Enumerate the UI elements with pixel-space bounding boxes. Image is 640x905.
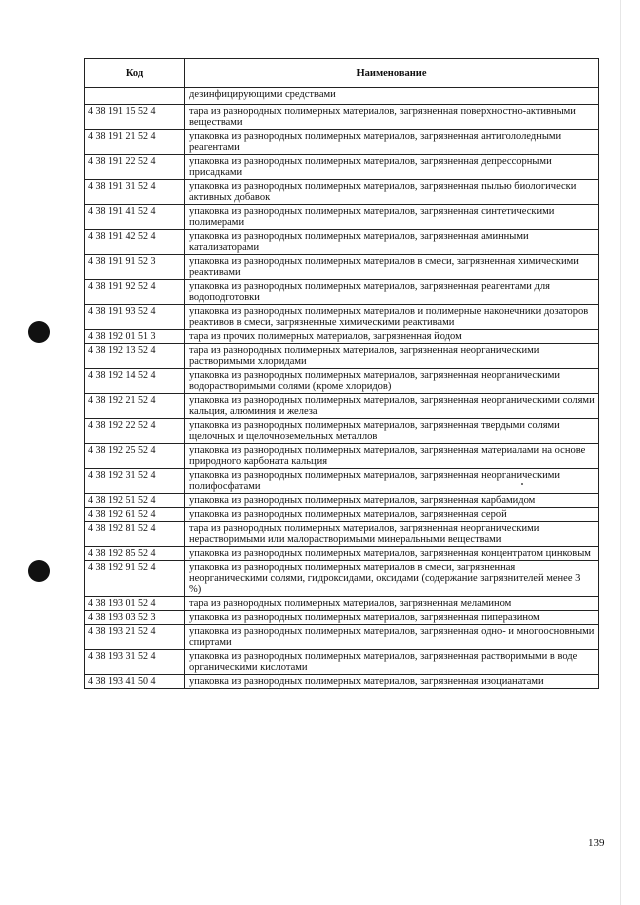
table-row <box>85 255 599 280</box>
name-cell: упаковка из разнородных полимерных материалов, загрязненная изоцианатами <box>185 675 599 689</box>
table-row <box>85 280 599 305</box>
code-cell: 4 38 191 21 52 4 <box>85 130 185 155</box>
code-cell: 4 38 192 51 52 4 <box>85 494 185 508</box>
code-cell: 4 38 191 31 52 4 <box>85 180 185 205</box>
table-row <box>85 650 599 675</box>
table-row <box>85 230 599 255</box>
name-cell: упаковка из разнородных полимерных материалов, загрязненная твердыми солями щелочных и щелочноземельных металлов <box>185 419 599 444</box>
code-cell: 4 38 192 81 52 4 <box>85 522 185 547</box>
name-cell: упаковка из разнородных полимерных материалов, загрязненная одно- и многоосновными спиртами <box>185 625 599 650</box>
name-cell: дезинфицирующими средствами <box>185 88 599 105</box>
code-cell: 4 38 193 01 52 4 <box>85 597 185 611</box>
punch-hole <box>28 560 50 582</box>
table-row <box>85 561 599 597</box>
table-row <box>85 597 599 611</box>
code-cell: 4 38 191 92 52 4 <box>85 280 185 305</box>
table-row <box>85 444 599 469</box>
code-cell: 4 38 191 93 52 4 <box>85 305 185 330</box>
table-row <box>85 205 599 230</box>
table-row <box>85 180 599 205</box>
code-cell: 4 38 192 31 52 4 <box>85 469 185 494</box>
table-row-continuation <box>85 88 599 105</box>
name-cell: упаковка из разнородных полимерных материалов, загрязненная концентратом цинковым <box>185 547 599 561</box>
code-cell: 4 38 193 31 52 4 <box>85 650 185 675</box>
name-cell: тара из прочих полимерных материалов, загрязненная йодом <box>185 330 599 344</box>
table-row <box>85 369 599 394</box>
name-cell: тара из разнородных полимерных материалов, загрязненная поверхностно-активными веществами <box>185 105 599 130</box>
code-cell: 4 38 191 91 52 3 <box>85 255 185 280</box>
name-cell: упаковка из разнородных полимерных материалов, загрязненная аминными катализаторами <box>185 230 599 255</box>
name-cell: тара из разнородных полимерных материалов, загрязненная неорганическими растворимыми хлоридами <box>185 344 599 369</box>
code-cell: 4 38 192 25 52 4 <box>85 444 185 469</box>
name-cell: тара из разнородных полимерных материалов, загрязненная неорганическими нерастворимыми или малорастворимыми минеральными веществами <box>185 522 599 547</box>
code-cell: 4 38 191 22 52 4 <box>85 155 185 180</box>
table-row <box>85 675 599 689</box>
table-row <box>85 394 599 419</box>
code-cell: 4 38 192 21 52 4 <box>85 394 185 419</box>
code-cell: 4 38 191 41 52 4 <box>85 205 185 230</box>
table-row <box>85 105 599 130</box>
table-row <box>85 344 599 369</box>
name-cell: упаковка из разнородных полимерных материалов, загрязненная неорганическими солями кальция, алюминия и железа <box>185 394 599 419</box>
name-cell: упаковка из разнородных полимерных материалов, загрязненная материалами на основе природного карбоната кальция <box>185 444 599 469</box>
code-cell: 4 38 192 61 52 4 <box>85 508 185 522</box>
waste-code-table <box>84 58 599 689</box>
table-row <box>85 419 599 444</box>
table-row <box>85 611 599 625</box>
code-cell: 4 38 192 91 52 4 <box>85 561 185 597</box>
code-cell: 4 38 192 14 52 4 <box>85 369 185 394</box>
table-row <box>85 469 599 494</box>
code-cell: 4 38 191 15 52 4 <box>85 105 185 130</box>
code-cell: 4 38 193 21 52 4 <box>85 625 185 650</box>
table-row <box>85 625 599 650</box>
name-cell: тара из разнородных полимерных материалов, загрязненная меламином <box>185 597 599 611</box>
code-cell: 4 38 192 01 51 3 <box>85 330 185 344</box>
punch-hole <box>28 321 50 343</box>
name-cell: упаковка из разнородных полимерных материалов, загрязненная депрессорными присадками <box>185 155 599 180</box>
table-row <box>85 522 599 547</box>
page-number: 139 <box>588 837 605 849</box>
name-cell: упаковка из разнородных полимерных материалов, загрязненная синтетическими полимерами <box>185 205 599 230</box>
table-row <box>85 547 599 561</box>
table-body <box>85 88 599 689</box>
code-cell <box>85 88 185 105</box>
table-row <box>85 130 599 155</box>
code-cell: 4 38 193 41 50 4 <box>85 675 185 689</box>
table-row <box>85 494 599 508</box>
code-cell: 4 38 191 42 52 4 <box>85 230 185 255</box>
column-header-code: Код <box>85 59 185 88</box>
code-cell: 4 38 192 22 52 4 <box>85 419 185 444</box>
name-cell: упаковка из разнородных полимерных материалов, загрязненная серой <box>185 508 599 522</box>
table-row <box>85 155 599 180</box>
column-header-name: Наименование <box>185 59 599 88</box>
code-cell: 4 38 192 85 52 4 <box>85 547 185 561</box>
table-header-row <box>85 59 599 88</box>
name-cell: упаковка из разнородных полимерных материалов и полимерные наконечники дозаторов реактивов в смеси, загрязненные химическими реактивами <box>185 305 599 330</box>
name-cell: упаковка из разнородных полимерных материалов в смеси, загрязненная химическими реактивами <box>185 255 599 280</box>
page-edge-line <box>620 0 621 905</box>
name-cell: упаковка из разнородных полимерных материалов, загрязненная антигололедными реагентами <box>185 130 599 155</box>
name-cell: упаковка из разнородных полимерных материалов в смеси, загрязненная неорганическими солями, гидроксидами, оксидами (содержание загрязнителей менее 3 %) <box>185 561 599 597</box>
code-cell: 4 38 192 13 52 4 <box>85 344 185 369</box>
code-cell: 4 38 193 03 52 3 <box>85 611 185 625</box>
table-row <box>85 330 599 344</box>
name-cell: упаковка из разнородных полимерных материалов, загрязненная пиперазином <box>185 611 599 625</box>
table-row <box>85 508 599 522</box>
name-cell: упаковка из разнородных полимерных материалов, загрязненная неорганическими полифосфатами <box>185 469 599 494</box>
name-cell: упаковка из разнородных полимерных материалов, загрязненная растворимыми в воде органическими кислотами <box>185 650 599 675</box>
name-cell: упаковка из разнородных полимерных материалов, загрязненная неорганическими водорастворимыми солями (кроме хлоридов) <box>185 369 599 394</box>
name-cell: упаковка из разнородных полимерных материалов, загрязненная реагентами для водоподготовки <box>185 280 599 305</box>
table-row <box>85 305 599 330</box>
name-cell: упаковка из разнородных полимерных материалов, загрязненная пылью биологически активных добавок <box>185 180 599 205</box>
name-cell: упаковка из разнородных полимерных материалов, загрязненная карбамидом <box>185 494 599 508</box>
